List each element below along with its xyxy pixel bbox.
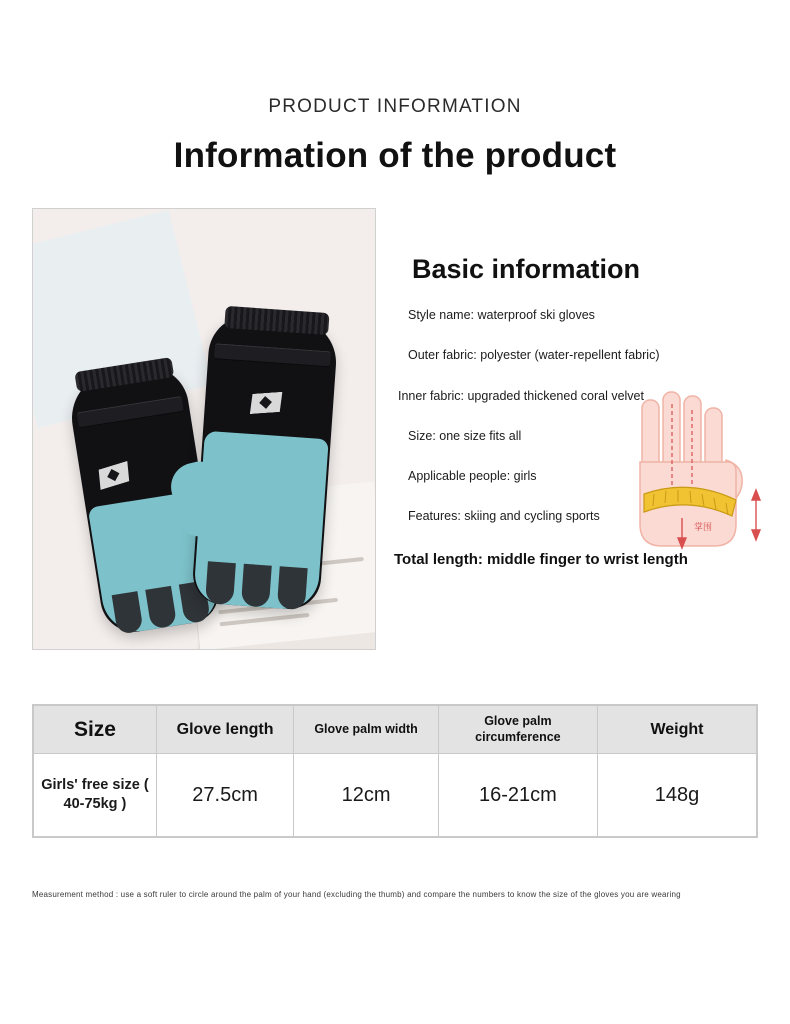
- cell-glove-length: 27.5cm: [156, 754, 293, 837]
- cell-palm-circumference: 16-21cm: [438, 754, 597, 837]
- table-header-palm-circumference: Glove palm circumference: [438, 706, 597, 754]
- spec-size: Size: one size fits all: [408, 428, 522, 443]
- glove-right-fingertip-3: [277, 566, 308, 610]
- glove-right-fingertip-1: [205, 561, 236, 605]
- spec-features: Features: skiing and cycling sports: [408, 509, 600, 524]
- table-header-weight: Weight: [597, 706, 756, 754]
- spec-total-length: Total length: middle finger to wrist length: [394, 550, 688, 568]
- diagram-label: 掌围: [694, 523, 713, 533]
- spec-style-name: Style name: waterproof ski gloves: [408, 308, 595, 322]
- cell-palm-width: 12cm: [294, 754, 439, 837]
- table-header-glove-length: Glove length: [156, 706, 293, 754]
- table-header-palm-width: Glove palm width: [294, 706, 439, 754]
- spec-inner-fabric: Inner fabric: upgraded thickened coral velvet: [398, 388, 644, 403]
- glove-right-fingertip-2: [241, 564, 272, 608]
- glove-right-cuff: [224, 306, 329, 335]
- product-photo: [32, 208, 376, 650]
- spec-applicable-people: Applicable people: girls: [408, 469, 537, 483]
- table-header-row: [34, 706, 757, 754]
- table-row: [34, 754, 757, 837]
- table-header-size: Size: [34, 706, 157, 754]
- glove-left-strap: [77, 396, 184, 428]
- cell-weight: 148g: [597, 754, 756, 837]
- basic-information-title: Basic information: [412, 254, 641, 284]
- cell-size: Girls' free size ( 40-75kg ): [34, 754, 157, 837]
- glove-right: [191, 313, 339, 611]
- hand-measurement-diagram: [606, 390, 786, 590]
- measurement-footnote: Measurement method : use a soft ruler to circle around the palm of your hand (excluding the thumb) and compare the numbers to know the size of the gloves you are wearing: [32, 890, 681, 900]
- glove-left-badge: [95, 461, 133, 490]
- glove-right-badge: [248, 392, 283, 414]
- spec-outer-fabric: Outer fabric: polyester (water-repellent fabric): [408, 348, 660, 363]
- page-header: [0, 0, 790, 176]
- main-content: [0, 208, 790, 650]
- size-table: [32, 704, 758, 838]
- basic-information-section: [376, 208, 780, 568]
- eyebrow-text: PRODUCT INFORMATION: [268, 96, 522, 117]
- glove-right-strap: [214, 343, 331, 367]
- page-title: Information of the product: [173, 136, 617, 175]
- hand-icon: [606, 390, 786, 590]
